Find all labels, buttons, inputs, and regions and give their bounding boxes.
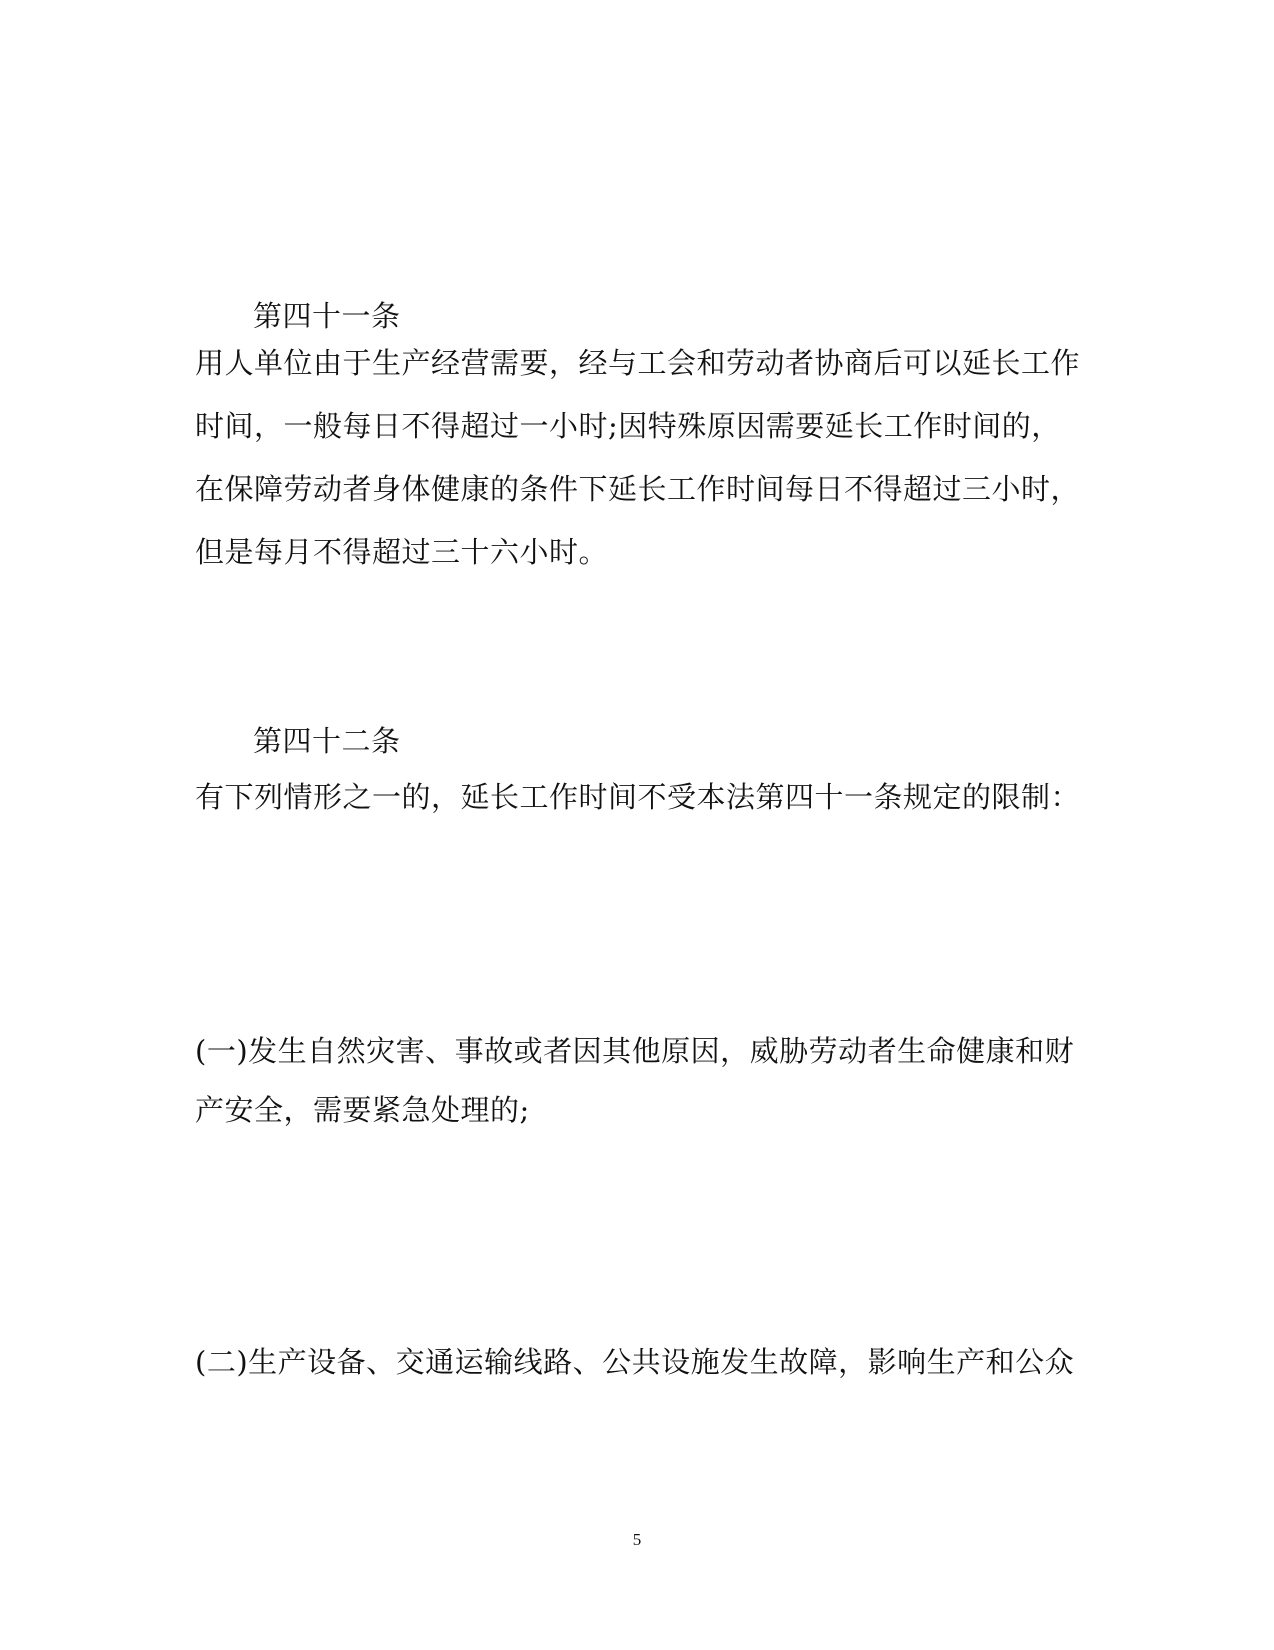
article-42-item-1-line-2: 产安全，需要紧急处理的; bbox=[195, 1093, 530, 1127]
article-41-line-1: 用人单位由于生产经营需要，经与工会和劳动者协商后可以延长工作 bbox=[195, 346, 1081, 380]
article-41-heading: 第四十一条 bbox=[253, 299, 401, 333]
article-42-item-1-line-1: (一)发生自然灾害、事故或者因其他原因，威胁劳动者生命健康和财 bbox=[195, 1034, 1075, 1068]
article-41-line-2: 时间，一般每日不得超过一小时;因特殊原因需要延长工作时间的， bbox=[195, 409, 1061, 443]
article-42-heading: 第四十二条 bbox=[253, 724, 401, 758]
article-42-item-2-line-1: (二)生产设备、交通运输线路、公共设施发生故障，影响生产和公众 bbox=[195, 1345, 1075, 1379]
article-41-line-4: 但是每月不得超过三十六小时。 bbox=[195, 535, 609, 569]
article-42-intro: 有下列情形之一的，延长工作时间不受本法第四十一条规定的限制： bbox=[195, 780, 1081, 814]
page-number: 5 bbox=[632, 1530, 642, 1549]
article-41-line-3: 在保障劳动者身体健康的条件下延长工作时间每日不得超过三小时， bbox=[195, 472, 1081, 506]
